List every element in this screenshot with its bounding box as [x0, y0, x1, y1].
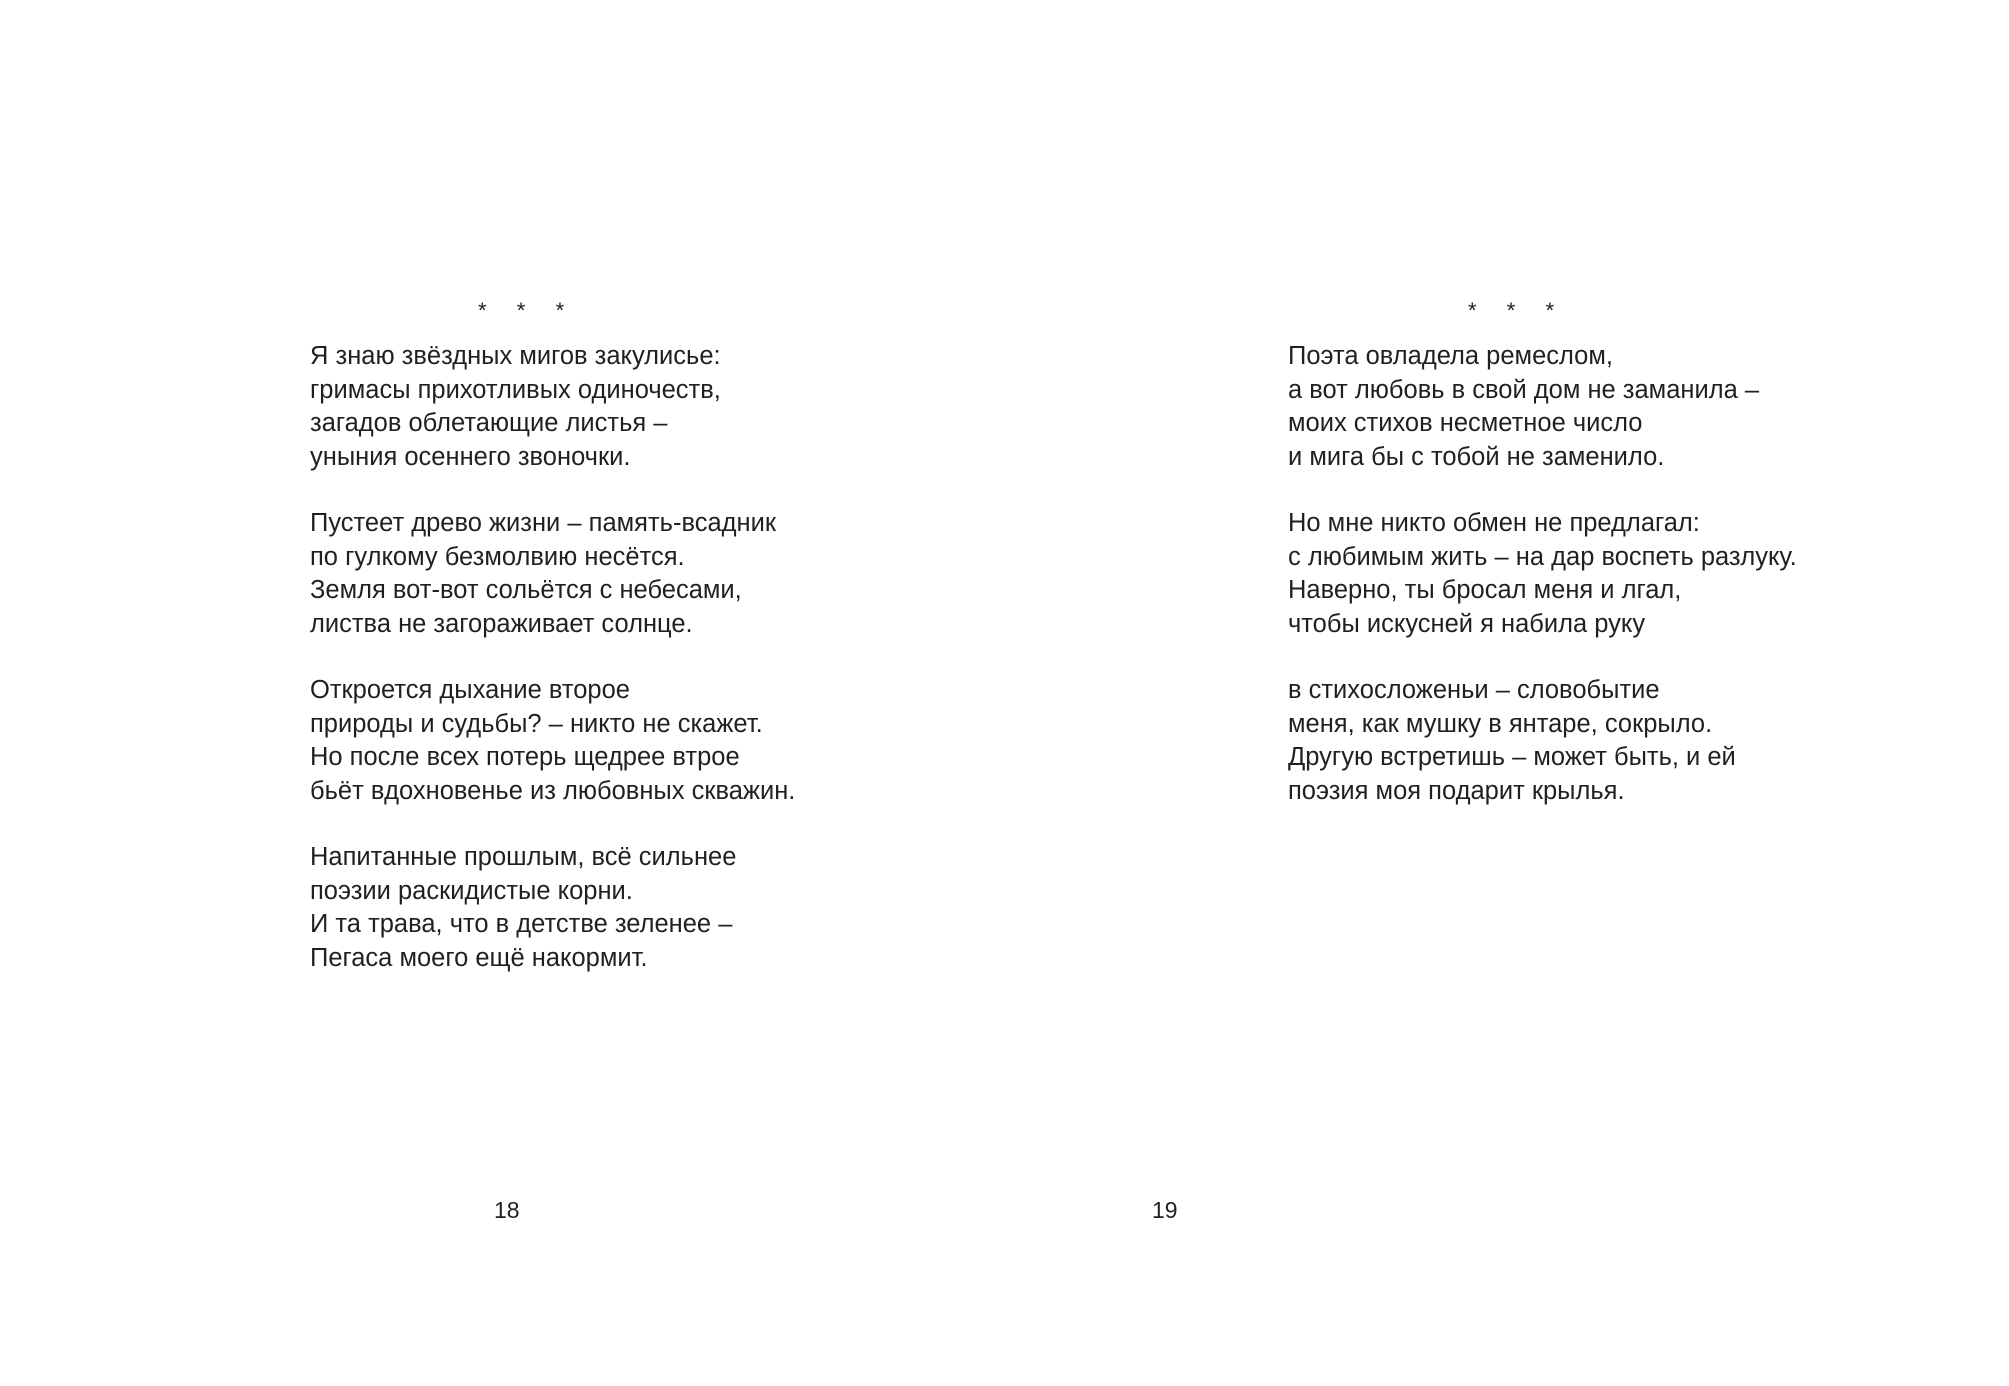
stanza — [1288, 507, 1948, 641]
poem-line: Но после всех потерь щедрее втрое — [310, 743, 740, 771]
poem-line: в стихосложеньи – словобытие — [1288, 676, 1660, 704]
poem-line: бьёт вдохновенье из любовных скважин. — [310, 776, 796, 805]
stanza — [310, 507, 950, 641]
poem-line: и мига бы с тобой не заменило. — [1288, 442, 1665, 471]
poem-line: поэзия моя подарит крылья. — [1288, 776, 1625, 805]
page-number-left: 18 — [494, 1197, 520, 1223]
poem-line: моих стихов несметное число — [1288, 409, 1643, 437]
poem-line: с любимым жить – на дар воспеть разлуку. — [1288, 542, 1797, 571]
page-number-right: 19 — [1152, 1197, 1178, 1223]
poem-line: Земля вот-вот сольётся с небесами, — [310, 576, 742, 604]
stanza — [310, 340, 950, 474]
poem-line: по гулкому безмолвию несётся. — [310, 542, 685, 571]
poem-line: Пустеет древо жизни – память-всадник — [310, 509, 776, 537]
poem-line: Пегаса моего ещё накормит. — [310, 943, 648, 972]
poem-line: Поэта овладела ремеслом, — [1288, 342, 1613, 370]
poem-line: загадов облетающие листья – — [310, 409, 668, 437]
poem-line: Напитанные прошлым, всё сильнее — [310, 843, 737, 871]
stanza — [1288, 340, 1948, 474]
poem-line: гримасы прихотливых одиночеств, — [310, 375, 721, 404]
poem-left — [310, 296, 950, 975]
page-left — [0, 0, 1004, 1386]
poem-line: Другую встретишь – может быть, и ей — [1288, 743, 1736, 771]
poem-line: Я знаю звёздных мигов закулисье: — [310, 342, 721, 370]
stanza — [1288, 674, 1948, 808]
stanza — [310, 674, 950, 808]
stanza — [310, 841, 950, 975]
stanza-separator-asterisks: * * * — [1468, 298, 1561, 323]
poem-line: природы и судьбы? – никто не скажет. — [310, 709, 763, 738]
poem-line: а вот любовь в свой дом не заманила – — [1288, 375, 1760, 404]
poem-line: Но мне никто обмен не предлагал: — [1288, 509, 1700, 537]
poem-line: поэзии раскидистые корни. — [310, 876, 633, 905]
poem-line: чтобы искусней я набила руку — [1288, 609, 1646, 638]
stanza-separator-asterisks: * * * — [478, 298, 571, 323]
poem-right — [1288, 296, 1948, 808]
poem-line: И та трава, что в детстве зеленее – — [310, 910, 733, 938]
poem-line: Наверно, ты бросал меня и лгал, — [1288, 576, 1682, 604]
page-right — [1004, 0, 2008, 1386]
poem-line: листва не загораживает солнце. — [310, 609, 693, 638]
poem-line: Откроется дыхание второе — [310, 676, 630, 704]
poem-line: уныния осеннего звоночки. — [310, 442, 631, 471]
poem-line: меня, как мушку в янтаре, сокрыло. — [1288, 709, 1713, 738]
